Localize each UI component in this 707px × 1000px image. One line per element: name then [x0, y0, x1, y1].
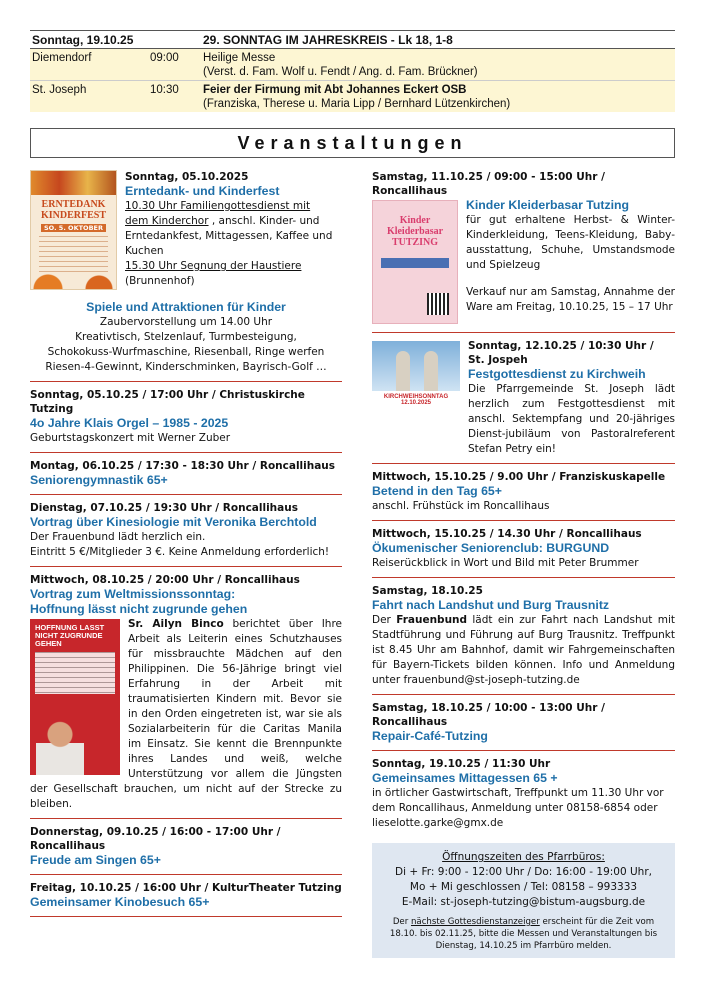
event-title: Erntedank- und Kinderfest — [125, 184, 280, 198]
event-text: Eintritt 5 €/Mitglieder 3 €. Keine Anmeldung erforderlich! — [30, 546, 330, 558]
event-title: Ökumenischer Seniorenclub: BURGUND — [372, 541, 610, 555]
next-issue-note — [378, 916, 669, 952]
schedule-description — [203, 51, 675, 79]
event-text: Reiserückblick in Wort und Bild mit Peter Brummer — [372, 557, 639, 569]
text-line: , anschl. Kinder- und — [208, 215, 320, 227]
event-gymnastik — [30, 459, 342, 495]
schedule-place: St. Joseph — [32, 84, 87, 96]
text-body: Der — [392, 917, 411, 927]
text-line: Riesen-4-Gewinnt, Kinderschminken, Bayrisch-Golf … — [45, 361, 327, 373]
event-date: Sonntag, 12.10.25 / 10:30 Uhr / — [468, 340, 654, 352]
kirchweih-body — [372, 339, 675, 457]
schedule-row — [30, 81, 675, 112]
event-title: Festgottesdienst zu Kirchweih — [468, 367, 646, 381]
event-spiele — [30, 290, 342, 382]
text-body: nächste Gottesdienstanzeiger — [410, 917, 540, 927]
event-title: Vortrag über Kinesiologie mit Veronika Berchtold — [30, 515, 317, 529]
poster-title: HOFFNUNG LASST NICHT ZUGRUNDE GEHEN — [35, 623, 105, 648]
event-date: Freitag, 10.10.25 / 16:00 Uhr / KulturTheater Tutzing — [30, 882, 342, 894]
event-date: Sonntag, 05.10.2025 — [125, 171, 249, 183]
event-weltmission — [30, 573, 342, 819]
event-text: Der Frauenbund lädt herzlich ein. — [30, 531, 206, 543]
section-heading: Veranstaltungen — [30, 128, 675, 158]
event-erntedank — [30, 170, 342, 290]
mission-body — [30, 617, 342, 812]
pumpkin-decoration — [31, 267, 116, 289]
event-kinesiologie — [30, 501, 342, 567]
event-landshut — [372, 584, 675, 695]
basar-poster-image — [372, 200, 458, 324]
event-title: Vortrag zum Weltmissionssonntag: — [30, 587, 236, 601]
office-hours-line: Di + Fr: 9:00 - 12:00 Uhr / Do: 16:00 - 19:00 Uhr, — [395, 866, 652, 878]
event-date: Dienstag, 07.10.25 / 19:30 Uhr / Roncallihaus — [30, 502, 298, 514]
schedule-line: (Verst. d. Fam. Wolf u. Fendt / Ang. d. Fam. Brückner) — [203, 66, 478, 78]
event-mittagessen — [372, 757, 675, 837]
event-kleiderbasar — [372, 170, 675, 333]
event-text — [372, 613, 675, 688]
text-line: Erntedankfest, Mittagessen, Kaffee und — [125, 230, 333, 242]
erntedank-poster-image — [30, 170, 117, 290]
erntedank-text — [125, 170, 332, 290]
text-line: 15.30 Uhr Segnung der Haustiere — [125, 260, 302, 272]
church-tower-icon — [424, 351, 438, 391]
event-title: Kinder Kleiderbasar Tutzing — [466, 198, 630, 212]
leaves-decoration — [31, 171, 116, 195]
text-line: Kreativtisch, Stelzenlauf, Turmbesteigung, — [75, 331, 297, 343]
service-schedule — [30, 30, 675, 112]
text-line: 10.30 Uhr Familiengottesdienst mit — [125, 200, 311, 212]
text-line: Schokokuss-Wurfmaschine, Riesenball, Ringe werfen — [47, 346, 325, 358]
poster-title: Kinder Kleiderbasar TUTZING — [386, 215, 444, 248]
organizer-name: Frauenbund — [396, 614, 468, 626]
event-title: 4o Jahre Klais Orgel – 1985 - 2025 — [30, 416, 229, 430]
text-line: (Brunnenhof) — [125, 275, 195, 287]
office-email-line: E-Mail: st-joseph-tutzing@bistum-augsburg.de — [401, 896, 646, 908]
text-line: dem Kinderchor — [125, 215, 209, 227]
text-line: Zaubervorstellung um 14.00 Uhr — [99, 316, 273, 328]
schedule-date: Sonntag, 19.10.25 — [32, 32, 134, 47]
schedule-line: Heilige Messe — [203, 52, 276, 64]
event-title: Gemeinsames Mittagessen 65 + — [372, 771, 558, 785]
event-singen — [30, 825, 342, 875]
event-text: Geburtstagskonzert mit Werner Zuber — [30, 432, 231, 444]
event-title: Fahrt nach Landshut und Burg Trausnitz — [372, 598, 610, 612]
office-hours-heading: Öffnungszeiten des Pfarrbüros: — [442, 851, 605, 863]
text-body: lädt ein zur Fahrt nach Landshut mit Stadtführung und Führung auf Burg Trausnitz. Treffpunkt ist 8.45 Uhr am Bahnhof, damit wir Fahrgemeinschaften für Bayern-Tickets bilden können. Info und Anmeldung unter frauenbund@st-joseph-tutzing.de — [372, 614, 675, 686]
event-text: in örtlicher Gastwirtschaft, Treffpunkt um 11.30 Uhr vor dem Roncallihaus, Anmeldung unter 08158-6854 oder lieselotte.garke@gmx.de — [372, 787, 664, 829]
event-orgel — [30, 388, 342, 453]
schedule-row — [30, 49, 675, 81]
qr-code-icon — [427, 293, 449, 315]
text-body: berichtet über Ihre Arbeit als Leiterin eines Schutzhauses für missbrauchte Mädchen auf den Philippinen. Die 56-Jährige bringt viel Erfahrung in der Arbeit mit traumatisierten Kindern mit. Bevor sie in den Orden eingetreten ist, war sie als Sozialarbeiterin für die Caritas Manila im Einsatz. Sie kennt die Brennpunkte ihres Landes und weiß, welche Unterstützung vor allem die Jüngsten der Gesellschaft brauchen, um nicht auf der Strecke zu bleiben. — [30, 618, 342, 810]
event-kirchweih — [372, 339, 675, 464]
event-title: Spiele und Attraktionen für Kinder — [86, 300, 286, 314]
event-title: Gemeinsamer Kinobesuch 65+ — [30, 895, 210, 909]
event-date: Mittwoch, 15.10.25 / 14.30 Uhr / Roncallihaus — [372, 528, 642, 540]
schedule-description — [203, 83, 675, 111]
event-date: Samstag, 18.10.25 / 10:00 - 13:00 Uhr / Roncallihaus — [372, 702, 605, 728]
poster-band — [381, 258, 449, 268]
church-sky — [372, 341, 460, 391]
event-date: Sonntag, 05.10.25 / 17:00 Uhr / Christuskirche Tutzing — [30, 389, 305, 415]
event-date: Montag, 06.10.25 / 17:30 - 18:30 Uhr / Roncallihaus — [30, 460, 336, 472]
event-date: Sonntag, 19.10.25 / 11:30 Uhr — [372, 758, 551, 770]
text-body: Der — [372, 614, 397, 626]
event-repair-cafe — [372, 701, 675, 751]
portrait-photo — [36, 717, 84, 775]
event-date: Mittwoch, 08.10.25 / 20:00 Uhr / Roncallihaus — [30, 574, 300, 586]
event-title: Betend in den Tag 65+ — [372, 484, 502, 498]
schedule-place: Diemendorf — [32, 52, 92, 64]
text-line: Kuchen — [125, 245, 164, 257]
event-betend — [372, 470, 675, 521]
event-date: Samstag, 11.10.25 / 09:00 - 15:00 Uhr / Roncallihaus — [372, 171, 605, 197]
mission-poster-image — [30, 619, 120, 775]
event-date: Samstag, 18.10.25 — [372, 585, 483, 597]
event-text: Die Pfarrgemeinde St. Joseph lädt herzlich zum Festgottesdienst mit anschl. Sektempfang und 20-jähriges Dienst-jubiläum von Pastoralreferent Stefan Petry ein! — [468, 383, 675, 455]
event-text: für gut erhaltene Herbst- & Winter-Kinderkleidung, Teens-Kleidung, Baby-ausstattung, Schuhe, Umstandsmode und Spielzeug — [466, 214, 675, 271]
schedule-line: Feier der Firmung mit Abt Johannes Eckert OSB — [203, 84, 467, 96]
church-photo-image — [372, 341, 460, 445]
poster-date: SO. 5. OKTOBER — [41, 224, 106, 232]
schedule-time: 10:30 — [150, 84, 179, 96]
event-location: St. Jospeh — [468, 354, 528, 366]
event-text — [125, 199, 332, 289]
event-kino — [30, 881, 342, 917]
event-date: Mittwoch, 15.10.25 / 9.00 Uhr / Franziskuskapelle — [372, 471, 666, 483]
event-text: Verkauf nur am Samstag, Annahme der Ware am Freitag, 10.10.25, 15 – 17 Uhr — [466, 286, 675, 313]
event-text — [30, 315, 342, 375]
speaker-name: Sr. Ailyn Binco — [128, 618, 224, 630]
schedule-header — [30, 30, 675, 49]
office-hours-box — [372, 843, 675, 958]
event-title: Hoffnung lässt nicht zugrunde gehen — [30, 602, 248, 616]
schedule-liturgical-title: 29. SONNTAG IM JAHRESKREIS - Lk 18, 1-8 — [203, 32, 453, 47]
office-phone-line: Mo + Mi geschlossen / Tel: 08158 – 993333 — [409, 881, 638, 893]
event-title: Freude am Singen 65+ — [30, 853, 161, 867]
poster-title: KIRCHWEIHSONNTAG 12.10.2025 — [372, 391, 460, 445]
left-column — [30, 170, 342, 923]
event-text: anschl. Frühstück im Roncallihaus — [372, 500, 550, 512]
event-burgund — [372, 527, 675, 578]
poster-text-block — [35, 652, 115, 694]
text-body: erscheint für die Zeit vom 18.10. bis 02.11.25, bitte die Messen und Veranstaltungen bis Dienstag, 14.10.25 im Pfarrbüro melden. — [389, 917, 658, 951]
event-title: Repair-Café-Tutzing — [372, 729, 488, 743]
basar-body — [372, 198, 675, 326]
event-title: Seniorengymnastik 65+ — [30, 473, 168, 487]
schedule-line: (Franziska, Therese u. Maria Lipp / Bernhard Lützenkirchen) — [203, 98, 511, 110]
schedule-time: 09:00 — [150, 52, 179, 64]
church-tower-icon — [396, 351, 410, 391]
event-date: Donnerstag, 09.10.25 / 16:00 - 17:00 Uhr / Roncallihaus — [30, 826, 281, 852]
right-column — [372, 170, 675, 958]
poster-title: ERNTEDANK KINDERFEST — [40, 199, 106, 221]
